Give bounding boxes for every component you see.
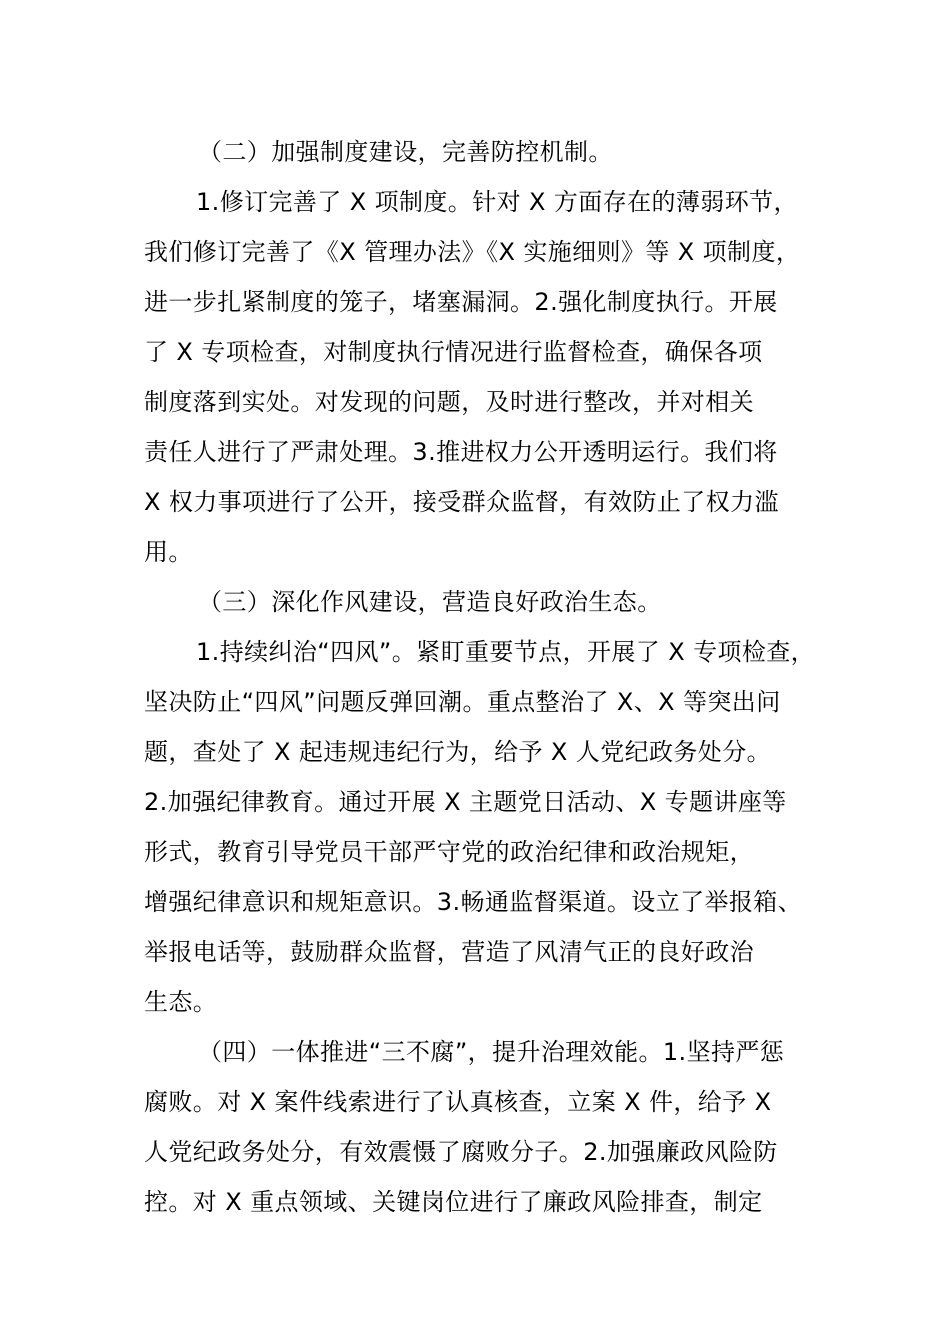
paragraph-line: X 权力事项进行了公开，接受群众监督，有效防止了权力滥: [144, 488, 779, 516]
paragraph-line: 2.加强纪律教育。通过开展 X 主题党日活动、X 专题讲座等: [144, 788, 787, 816]
section-heading-4: （四）一体推进“三不腐”，提升治理效能。1.坚持严惩: [198, 1038, 785, 1066]
paragraph-line: 人党纪政务处分，有效震慑了腐败分子。2.加强廉政风险防: [144, 1138, 778, 1166]
paragraph-line: 责任人进行了严肃处理。3.推进权力公开透明运行。我们将: [144, 438, 778, 466]
paragraph-line: 生态。: [144, 988, 218, 1016]
paragraph-line: 举报电话等，鼓励群众监督，营造了风清气正的良好政治: [144, 938, 754, 966]
paragraph-line: 腐败。对 X 案件线索进行了认真核查，立案 X 件，给予 X: [144, 1088, 772, 1116]
paragraph-line: 增强纪律意识和规矩意识。3.畅通监督渠道。设立了举报箱、: [144, 888, 803, 916]
document-body: [144, 127, 834, 1227]
section-heading-2: （二）加强制度建设，完善防控机制。: [198, 138, 613, 166]
section-heading-3: （三）深化作风建设，营造良好政治生态。: [198, 588, 662, 616]
paragraph-line: 用。: [144, 538, 193, 566]
paragraph-line: 控。对 X 重点领域、关键岗位进行了廉政风险排查，制定: [144, 1188, 763, 1216]
paragraph-line: 坚决防止“四风”问题反弹回潮。重点整治了 X、X 等突出问: [144, 688, 781, 716]
paragraph-line: 我们修订完善了《X 管理办法》《X 实施细则》等 X 项制度，: [144, 238, 801, 266]
paragraph-line: 1.修订完善了 X 项制度。针对 X 方面存在的薄弱环节，: [196, 188, 798, 216]
paragraph-line: 形式，教育引导党员干部严守党的政治纪律和政治规矩，: [144, 838, 754, 866]
paragraph-line: 题，查处了 X 起违规违纪行为，给予 X 人党纪政务处分。: [144, 738, 771, 766]
paragraph-line: 1.持续纠治“四风”。紧盯重要节点，开展了 X 专项检查，: [196, 638, 816, 666]
paragraph-line: 制度落到实处。对发现的问题，及时进行整改，并对相关: [144, 388, 754, 416]
paragraph-line: 进一步扎紧制度的笼子，堵塞漏洞。2.强化制度执行。开展: [144, 288, 778, 316]
paragraph-line: 了 X 专项检查，对制度执行情况进行监督检查，确保各项: [144, 338, 763, 366]
